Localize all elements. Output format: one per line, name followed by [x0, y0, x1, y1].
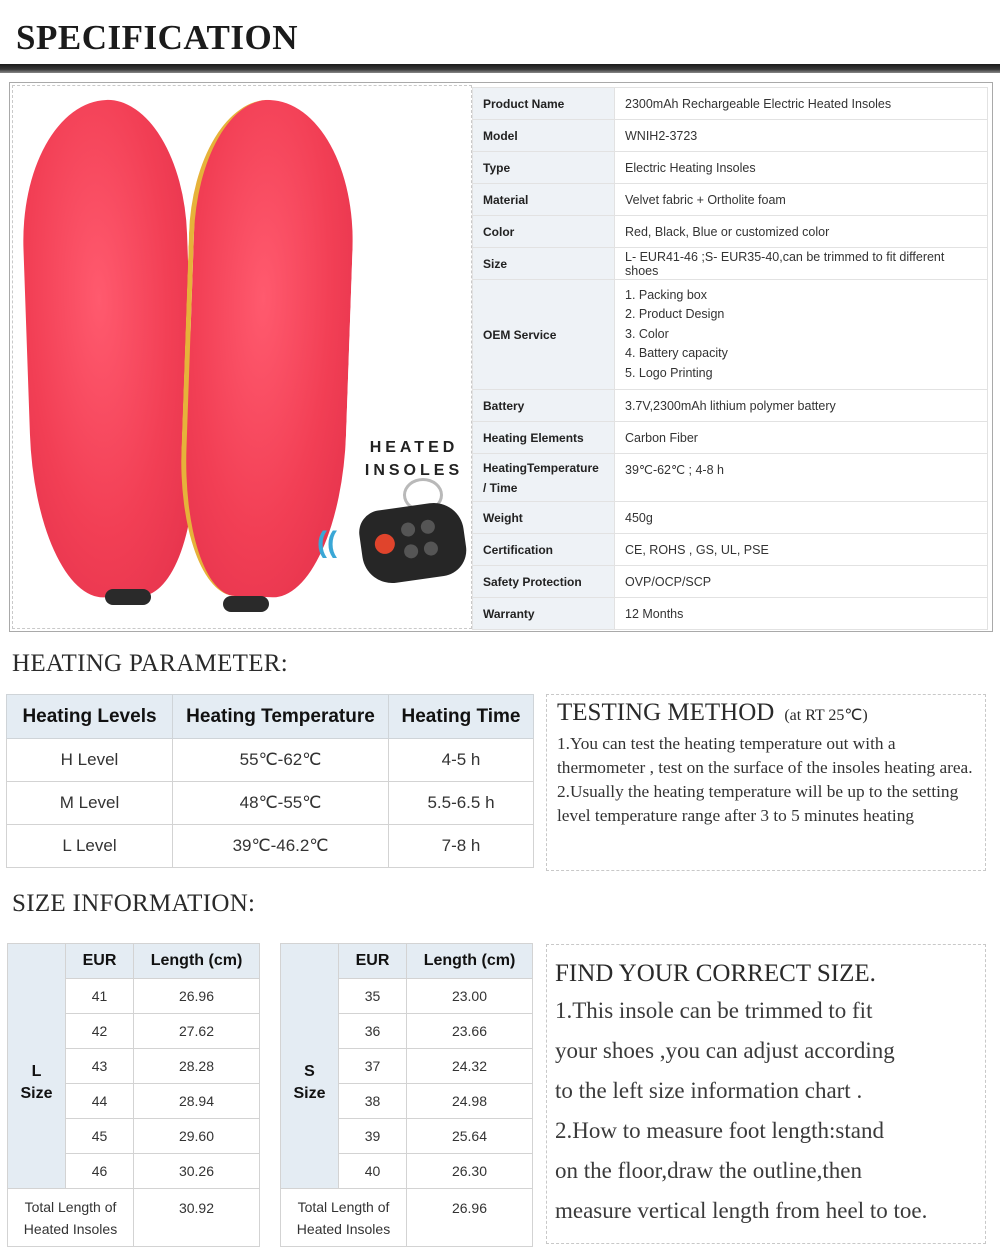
heating-temperature: 39℃-46.2℃: [173, 825, 389, 868]
table-row: [281, 979, 533, 1014]
find-size-box: [546, 944, 986, 1244]
spec-value: Electric Heating Insoles: [615, 152, 988, 184]
spec-key: Size: [473, 248, 615, 280]
spec-value: OVP/OCP/SCP: [615, 566, 988, 598]
brand-line: HEATED: [369, 439, 459, 456]
table-row: [8, 1189, 260, 1247]
total-length-value: 26.96: [407, 1189, 533, 1247]
length-cm: 26.96: [134, 979, 260, 1014]
spec-value: Red, Black, Blue or customized color: [615, 216, 988, 248]
specification-panel: [9, 82, 993, 632]
spec-key-line: / Time: [483, 480, 518, 495]
spec-value: Velvet fabric + Ortholite foam: [615, 184, 988, 216]
testing-method-box: [546, 694, 986, 871]
spec-row: [473, 152, 988, 184]
table-row: [8, 979, 260, 1014]
spec-value: WNIH2-3723: [615, 120, 988, 152]
size-table-small: [280, 943, 533, 1247]
spec-value: Carbon Fiber: [615, 422, 988, 454]
size-group-letter: S: [304, 1063, 315, 1081]
table-row: [281, 1189, 533, 1247]
eur-size: 45: [66, 1119, 134, 1154]
page-title: SPECIFICATION: [16, 18, 299, 57]
size-group-label: [8, 979, 66, 1189]
find-size-line: 2.How to measure foot length:stand: [555, 1118, 884, 1143]
column-header: EUR: [339, 944, 407, 979]
spec-key: Weight: [473, 502, 615, 534]
spec-value: 12 Months: [615, 598, 988, 630]
column-header: EUR: [66, 944, 134, 979]
table-header-row: [8, 944, 260, 979]
spec-row: [473, 88, 988, 120]
column-header: Heating Temperature: [173, 695, 389, 739]
spec-row: [473, 566, 988, 598]
spec-key: [473, 454, 615, 502]
heating-time: 4-5 h: [389, 739, 534, 782]
find-size-title: FIND YOUR CORRECT SIZE.: [555, 960, 876, 987]
testing-method-subtitle: (at RT 25℃): [784, 707, 868, 724]
testing-method-title: [557, 697, 975, 732]
spec-value: [615, 280, 988, 390]
spec-key: Heating Elements: [473, 422, 615, 454]
total-length-label: [8, 1189, 134, 1247]
remote-button-icon: [423, 541, 439, 557]
spec-value: 3.7V,2300mAh lithium polymer battery: [615, 390, 988, 422]
length-cm: 30.26: [134, 1154, 260, 1189]
length-cm: 24.98: [407, 1084, 533, 1119]
eur-size: 35: [339, 979, 407, 1014]
spec-row: [473, 454, 988, 502]
testing-method-step: 2.Usually the heating temperature will be up to the setting level temperature range after 3 to 5 minutes heating: [557, 782, 959, 825]
length-cm: 28.94: [134, 1084, 260, 1119]
total-length-line: Heated Insoles: [296, 1220, 391, 1237]
total-length-line: Total Length of: [297, 1198, 390, 1215]
brand-line: INSOLES: [364, 462, 464, 479]
remote-control-icon: [356, 499, 469, 587]
heating-temperature: 55℃-62℃: [173, 739, 389, 782]
remote-button-icon: [403, 543, 419, 559]
spec-value: CE, ROHS , GS, UL, PSE: [615, 534, 988, 566]
size-label-cell: [281, 944, 339, 979]
right-insole-image: [176, 97, 357, 599]
oem-item: 3. Color: [625, 326, 669, 341]
remote-button-icon: [420, 519, 436, 535]
spec-row: [473, 120, 988, 152]
size-group-word: Size: [293, 1085, 326, 1103]
size-table-large: [7, 943, 260, 1247]
power-button-icon: [374, 533, 397, 556]
table-row: [7, 739, 534, 782]
spec-key: Certification: [473, 534, 615, 566]
length-cm: 25.64: [407, 1119, 533, 1154]
spec-key: Product Name: [473, 88, 615, 120]
eur-size: 43: [66, 1049, 134, 1084]
heating-level: L Level: [7, 825, 173, 868]
length-cm: 23.00: [407, 979, 533, 1014]
testing-method-heading: TESTING METHOD: [557, 699, 775, 726]
spec-key: Material: [473, 184, 615, 216]
spec-value: 450g: [615, 502, 988, 534]
brand-label: [363, 436, 465, 482]
oem-item: 4. Battery capacity: [625, 346, 728, 361]
remote-button-icon: [400, 522, 416, 538]
heating-level: M Level: [7, 782, 173, 825]
length-cm: 23.66: [407, 1014, 533, 1049]
length-cm: 27.62: [134, 1014, 260, 1049]
spec-key: OEM Service: [473, 280, 615, 390]
eur-size: 44: [66, 1084, 134, 1119]
oem-item: 5. Logo Printing: [625, 365, 713, 380]
eur-size: 37: [339, 1049, 407, 1084]
length-cm: 24.32: [407, 1049, 533, 1084]
spec-key-line: HeatingTemperature: [483, 460, 599, 475]
header-divider: [0, 64, 1000, 73]
left-insole-image: [18, 97, 199, 599]
oem-item: 2. Product Design: [625, 307, 725, 322]
spec-value: 39℃-62℃ ; 4-8 h: [615, 454, 988, 502]
find-size-line: measure vertical length from heel to toe.: [555, 1198, 928, 1223]
heel-pad: [223, 596, 269, 612]
testing-method-step: 1.You can test the heating temperature out with a thermometer , test on the surface of the insoles heating area.: [557, 734, 973, 777]
eur-size: 42: [66, 1014, 134, 1049]
spec-key: Battery: [473, 390, 615, 422]
column-header: Heating Time: [389, 695, 534, 739]
length-cm: 26.30: [407, 1154, 533, 1189]
spec-value: L- EUR41-46 ;S- EUR35-40,can be trimmed to fit different shoes: [615, 248, 988, 280]
eur-size: 41: [66, 979, 134, 1014]
eur-size: 46: [66, 1154, 134, 1189]
table-row: [7, 782, 534, 825]
oem-item: 1. Packing box: [625, 287, 707, 302]
spec-key: Warranty: [473, 598, 615, 630]
spec-key: Model: [473, 120, 615, 152]
spec-row: [473, 216, 988, 248]
spec-row: [473, 280, 988, 390]
table-header-row: [281, 944, 533, 979]
spec-row: [473, 534, 988, 566]
spec-key: Type: [473, 152, 615, 184]
size-group-label: [281, 979, 339, 1189]
find-size-line: your shoes ,you can adjust according: [555, 1038, 895, 1063]
heating-parameter-title: HEATING PARAMETER:: [12, 650, 289, 677]
product-image: [12, 85, 472, 629]
table-header-row: [7, 695, 534, 739]
heating-time: 7-8 h: [389, 825, 534, 868]
spec-key: Safety Protection: [473, 566, 615, 598]
wireless-signal-icon: ((: [317, 526, 337, 559]
length-cm: 29.60: [134, 1119, 260, 1154]
total-length-line: Total Length of: [24, 1198, 117, 1215]
spec-key: Color: [473, 216, 615, 248]
length-cm: 28.28: [134, 1049, 260, 1084]
total-length-label: [281, 1189, 407, 1247]
eur-size: 40: [339, 1154, 407, 1189]
find-size-line: 1.This insole can be trimmed to fit: [555, 998, 873, 1023]
find-size-line: to the left size information chart .: [555, 1078, 863, 1103]
column-header: Length (cm): [407, 944, 533, 979]
spec-row: [473, 184, 988, 216]
heating-parameter-table: [6, 694, 534, 868]
heating-temperature: 48℃-55℃: [173, 782, 389, 825]
size-information-title: SIZE INFORMATION:: [12, 890, 256, 917]
find-size-line: on the floor,draw the outline,then: [555, 1158, 862, 1183]
spec-row: [473, 422, 988, 454]
total-length-line: Heated Insoles: [23, 1220, 118, 1237]
column-header: Length (cm): [134, 944, 260, 979]
eur-size: 38: [339, 1084, 407, 1119]
eur-size: 36: [339, 1014, 407, 1049]
eur-size: 39: [339, 1119, 407, 1154]
spec-table: [472, 87, 988, 630]
spec-row: [473, 502, 988, 534]
spec-row: [473, 598, 988, 630]
spec-row: [473, 390, 988, 422]
spec-value: 2300mAh Rechargeable Electric Heated Insoles: [615, 88, 988, 120]
total-length-value: 30.92: [134, 1189, 260, 1247]
heel-pad: [105, 589, 151, 605]
size-group-word: Size: [20, 1085, 53, 1103]
heating-level: H Level: [7, 739, 173, 782]
size-group-letter: L: [31, 1063, 42, 1081]
spec-row: [473, 248, 988, 280]
table-row: [7, 825, 534, 868]
size-label-cell: [8, 944, 66, 979]
heating-time: 5.5-6.5 h: [389, 782, 534, 825]
column-header: Heating Levels: [7, 695, 173, 739]
